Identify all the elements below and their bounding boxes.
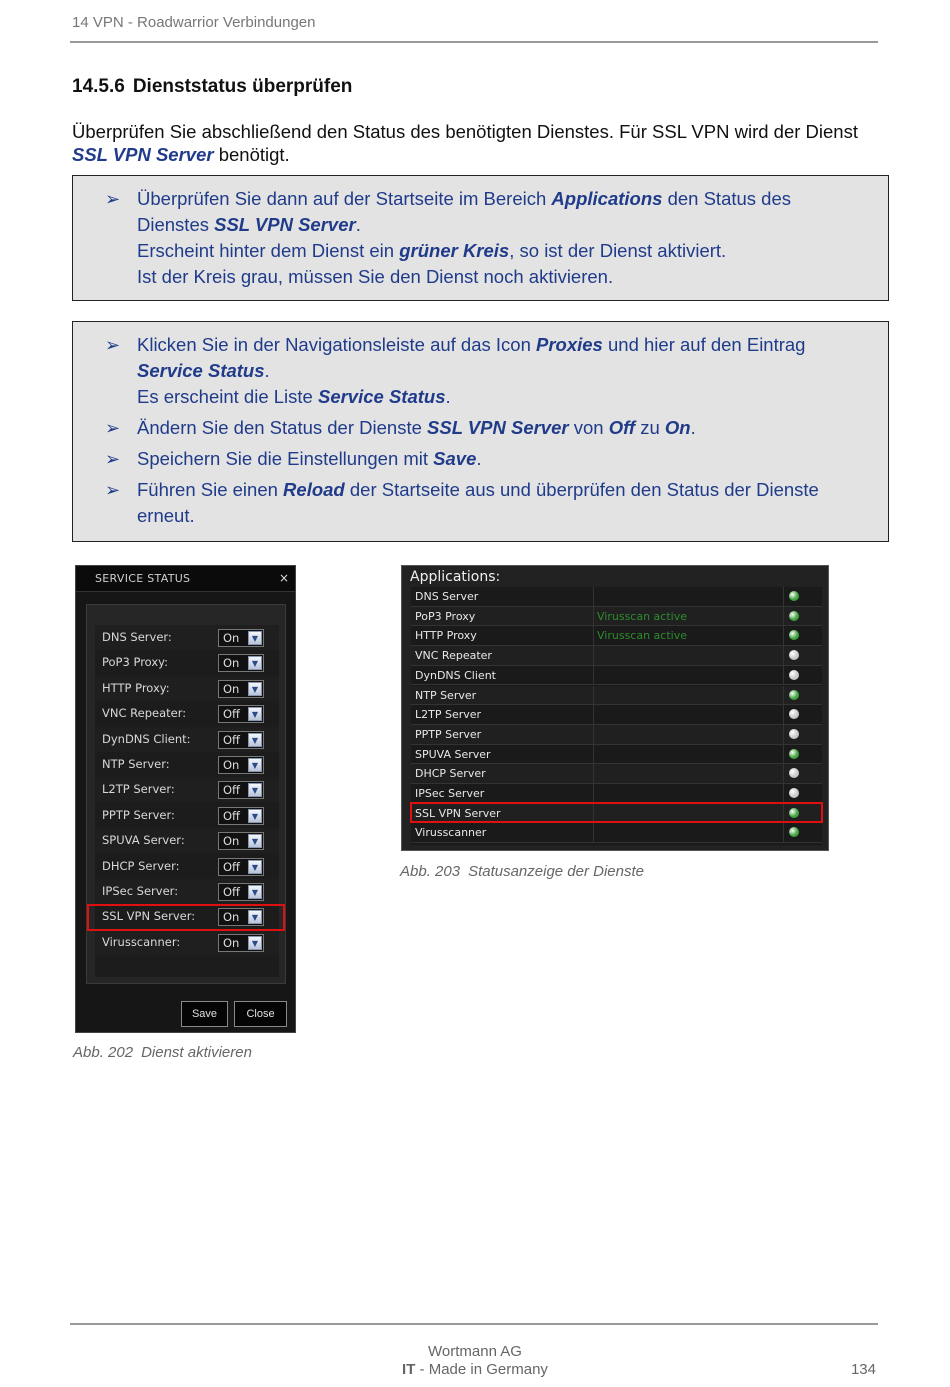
service-label: NTP Server:: [102, 757, 170, 771]
panel-title: Applications:: [410, 569, 501, 585]
service-status-select[interactable]: [218, 705, 264, 723]
service-label: SPUVA Server:: [102, 833, 185, 848]
intro-em: SSL VPN Server: [72, 144, 214, 165]
service-label: PPTP Server:: [102, 807, 175, 822]
close-button[interactable]: Close: [234, 1001, 287, 1027]
step-item: [103, 477, 863, 529]
step-text: der Startseite aus und überprüfen den Status der Dienste erneut.: [137, 479, 819, 526]
select-value: Off: [223, 783, 240, 798]
application-row: [411, 823, 822, 843]
select-value: Off: [223, 859, 240, 874]
service-status-select[interactable]: [218, 858, 264, 876]
step-list: [103, 186, 863, 295]
chevron-down-icon[interactable]: ▼: [248, 733, 262, 747]
arrow-bullet-icon: ➢: [105, 449, 121, 469]
step-em: Save: [433, 448, 477, 469]
step-text: Ist der Kreis grau, müssen Sie den Dienst noch aktivieren.: [137, 266, 614, 287]
service-status-dialog: [75, 565, 296, 1033]
service-row: [95, 625, 279, 650]
chevron-down-icon[interactable]: ▼: [248, 631, 262, 645]
chevron-down-icon[interactable]: ▼: [248, 707, 262, 721]
service-row: [95, 879, 279, 904]
step-text: .: [264, 360, 270, 381]
application-name: VNC Repeater: [415, 649, 492, 663]
step-text: Überprüfen Sie dann auf der Startseite im Bereich: [137, 188, 552, 209]
step-em: grüner Kreis: [399, 240, 510, 261]
section-title: [72, 76, 360, 98]
service-row: [95, 727, 279, 752]
status-grey-icon: [789, 709, 799, 719]
close-icon[interactable]: ×: [278, 571, 289, 585]
column-divider: [783, 745, 784, 764]
service-status-select[interactable]: [218, 756, 264, 774]
step-text: Klicken Sie in der Navigationsleiste auf das Icon: [137, 334, 536, 355]
step-text: Es erscheint die Liste: [137, 386, 318, 407]
service-status-select[interactable]: [218, 680, 264, 698]
chevron-down-icon[interactable]: ▼: [248, 885, 262, 899]
status-green-icon: [789, 690, 799, 700]
status-green-icon: [789, 749, 799, 759]
application-row: [411, 587, 822, 607]
column-divider: [783, 705, 784, 724]
column-divider: [593, 666, 594, 685]
step-text: .: [355, 214, 361, 235]
arrow-bullet-icon: ➢: [105, 418, 121, 438]
chevron-down-icon[interactable]: ▼: [248, 910, 262, 924]
status-green-icon: [789, 630, 799, 640]
column-divider: [783, 666, 784, 685]
application-name: IPSec Server: [415, 787, 485, 800]
caption-number: Abb. 203: [400, 863, 461, 880]
service-row: [95, 701, 279, 726]
column-divider: [593, 725, 594, 744]
intro-text-end: benötigt.: [213, 144, 290, 165]
running-header: 14 VPN - Roadwarrior Verbindungen: [72, 14, 316, 31]
step-em: Service Status: [317, 386, 446, 407]
arrow-bullet-icon: ➢: [105, 480, 121, 500]
service-label: HTTP Proxy:: [102, 680, 170, 695]
service-label: PoP3 Proxy:: [102, 655, 169, 670]
service-status-select[interactable]: [218, 781, 264, 799]
column-divider: [783, 607, 784, 626]
service-row: [95, 676, 279, 701]
step-em: Service Status: [137, 360, 265, 381]
application-name: Virusscanner: [415, 826, 487, 840]
intro-text: Überprüfen Sie abschließend den Status des benötigten Dienstes. Für SSL VPN wird der Dienst: [72, 121, 858, 142]
instruction-box-1: [72, 175, 889, 301]
chevron-down-icon[interactable]: ▼: [248, 758, 262, 772]
step-em: SSL VPN Server: [214, 214, 356, 235]
application-info: Virusscan active: [597, 629, 687, 643]
figure-caption: [400, 863, 652, 880]
chevron-down-icon[interactable]: ▼: [248, 809, 262, 823]
footer-tag-bold: IT: [402, 1361, 416, 1378]
select-value: On: [223, 758, 240, 772]
select-value: On: [223, 910, 240, 925]
highlight-box: [410, 802, 823, 823]
application-row: [411, 607, 822, 627]
select-value: Off: [223, 808, 240, 823]
step-text: Ändern Sie den Status der Dienste: [137, 417, 428, 438]
service-row: [95, 930, 279, 955]
service-label: DNS Server:: [102, 630, 172, 644]
step-em: Off: [608, 417, 636, 438]
column-divider: [593, 784, 594, 803]
column-divider: [593, 823, 594, 842]
service-label: DynDNS Client:: [102, 731, 191, 746]
caption-number: Abb. 202: [73, 1044, 134, 1061]
step-item: [103, 186, 863, 290]
column-divider: [593, 686, 594, 705]
application-row: [411, 764, 822, 784]
application-name: NTP Server: [415, 688, 477, 702]
step-text: .: [476, 448, 482, 469]
application-name: SSL VPN Server: [415, 806, 501, 820]
application-row: [411, 725, 822, 745]
column-divider: [783, 646, 784, 665]
step-text: von: [568, 417, 609, 438]
column-divider: [783, 764, 784, 783]
arrow-bullet-icon: ➢: [105, 335, 121, 355]
footer-rule: [70, 1323, 878, 1325]
application-name: DHCP Server: [415, 767, 486, 781]
status-grey-icon: [789, 650, 799, 660]
service-label: IPSec Server:: [102, 884, 179, 898]
application-name: DNS Server: [415, 590, 479, 603]
select-value: Off: [223, 707, 240, 722]
column-divider: [783, 725, 784, 744]
step-text: , so ist der Dienst aktiviert.: [509, 240, 727, 261]
step-item: [103, 332, 863, 410]
step-text: Erscheint hinter dem Dienst ein: [137, 240, 400, 261]
status-green-icon: [789, 591, 799, 601]
application-row: [411, 784, 822, 804]
status-grey-icon: [789, 670, 799, 680]
application-row: [411, 666, 822, 686]
save-button[interactable]: Save: [181, 1001, 228, 1027]
column-divider: [593, 607, 594, 626]
step-text: zu: [635, 417, 665, 438]
column-divider: [593, 587, 594, 606]
service-label: SSL VPN Server:: [102, 909, 196, 924]
application-row: [411, 686, 822, 706]
intro-paragraph: [72, 120, 872, 166]
step-em: On: [664, 417, 691, 438]
step-text: den Status des Dienstes: [137, 188, 791, 235]
select-value: On: [223, 681, 240, 696]
step-item: [103, 446, 863, 472]
status-green-icon: [789, 827, 799, 837]
step-text: Speichern Sie die Einstellungen mit: [137, 448, 434, 469]
select-value: On: [223, 631, 240, 645]
application-name: L2TP Server: [415, 708, 482, 722]
caption-text: Statusanzeige der Dienste: [468, 863, 645, 880]
select-value: Off: [223, 885, 240, 899]
caption-text: Dienst aktivieren: [141, 1044, 252, 1061]
page-number: 134: [850, 1361, 876, 1378]
service-status-select[interactable]: [218, 832, 264, 850]
column-divider: [783, 587, 784, 606]
select-value: On: [223, 935, 240, 950]
service-row: [95, 650, 279, 675]
service-status-select[interactable]: [218, 654, 264, 672]
service-row: [95, 803, 279, 828]
service-row: [95, 752, 279, 777]
column-divider: [593, 764, 594, 783]
column-divider: [593, 745, 594, 764]
step-em: Applications: [551, 188, 663, 209]
chevron-down-icon[interactable]: ▼: [248, 860, 262, 874]
service-status-select[interactable]: [218, 731, 264, 749]
service-status-select[interactable]: [218, 934, 264, 952]
instruction-box-2: [72, 321, 889, 542]
service-status-select[interactable]: [218, 807, 264, 825]
step-text: .: [445, 386, 451, 407]
service-row: [95, 854, 279, 879]
chevron-down-icon[interactable]: ▼: [248, 682, 262, 696]
figure-caption: [73, 1044, 260, 1061]
header-rule: [70, 41, 878, 43]
select-value: Off: [223, 732, 240, 747]
step-item: [103, 415, 863, 441]
step-list: [103, 332, 863, 534]
column-divider: [783, 784, 784, 803]
highlight-box: [87, 904, 285, 931]
application-name: HTTP Proxy: [415, 629, 477, 643]
application-name: DynDNS Client: [415, 668, 496, 682]
application-row: [411, 626, 822, 646]
status-grey-icon: [789, 788, 799, 798]
service-row: [95, 828, 279, 853]
section-heading: Dienststatus überprüfen: [132, 76, 353, 97]
service-status-select[interactable]: [218, 883, 264, 901]
service-row: [95, 777, 279, 802]
application-name: PoP3 Proxy: [415, 609, 476, 623]
service-label: DHCP Server:: [102, 858, 180, 873]
footer-tagline: [0, 1361, 950, 1378]
step-text: .: [690, 417, 696, 438]
chevron-down-icon[interactable]: ▼: [248, 936, 262, 950]
step-em: SSL VPN Server: [427, 417, 569, 438]
select-value: On: [223, 656, 240, 671]
column-divider: [593, 626, 594, 645]
footer-tag-rest: - Made in Germany: [415, 1361, 548, 1378]
chevron-down-icon[interactable]: ▼: [248, 656, 262, 670]
chevron-down-icon[interactable]: ▼: [248, 834, 262, 848]
section-number: 14.5.6: [72, 76, 125, 97]
column-divider: [783, 823, 784, 842]
column-divider: [593, 705, 594, 724]
service-label: VNC Repeater:: [102, 706, 187, 721]
status-grey-icon: [789, 768, 799, 778]
dialog-title: SERVICE STATUS: [76, 566, 295, 592]
footer-company: Wortmann AG: [428, 1343, 522, 1360]
column-divider: [783, 686, 784, 705]
application-row: [411, 745, 822, 765]
status-green-icon: [789, 611, 799, 621]
step-text: Führen Sie einen: [137, 479, 284, 500]
select-value: On: [223, 834, 240, 849]
step-em: Reload: [283, 479, 345, 500]
step-text: und hier auf den Eintrag: [602, 334, 806, 355]
step-em: Proxies: [536, 334, 603, 355]
application-info: Virusscan active: [597, 609, 687, 623]
column-divider: [593, 646, 594, 665]
arrow-bullet-icon: ➢: [105, 189, 121, 209]
application-row: [411, 646, 822, 666]
service-label: Virusscanner:: [102, 934, 181, 949]
status-grey-icon: [789, 729, 799, 739]
service-status-select[interactable]: [218, 629, 264, 647]
application-row: [411, 705, 822, 725]
application-name: PPTP Server: [415, 727, 482, 741]
chevron-down-icon[interactable]: ▼: [248, 783, 262, 797]
service-label: L2TP Server:: [102, 782, 175, 797]
column-divider: [783, 626, 784, 645]
application-name: SPUVA Server: [415, 747, 491, 761]
